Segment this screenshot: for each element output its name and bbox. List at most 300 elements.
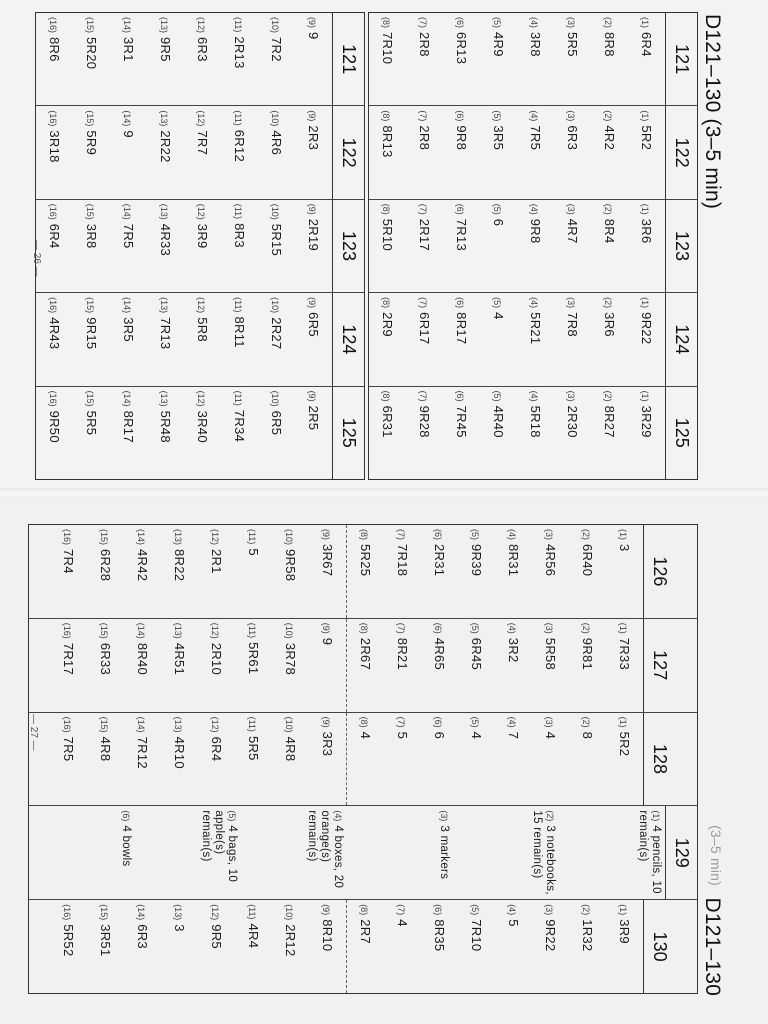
- answer-item: [369, 13, 406, 105]
- answer-value: 7R2: [269, 37, 284, 62]
- page-title: D121–130 (3–5 min): [701, 14, 724, 210]
- question-number: (7): [418, 297, 428, 309]
- answer-value: 4R65: [432, 637, 448, 671]
- answer-item: [347, 713, 385, 806]
- answer-value: 5R25: [358, 544, 374, 577]
- answer-value: 8: [580, 731, 596, 740]
- answer-value: 3R18: [47, 130, 62, 163]
- question-number: (12): [210, 716, 221, 733]
- question-number: (13): [159, 17, 169, 34]
- answer-item: [628, 387, 666, 479]
- answer-value: 7R33: [617, 637, 633, 671]
- question-number: (5): [470, 529, 481, 540]
- answer-item: [51, 713, 88, 806]
- question-number: (8): [381, 390, 391, 402]
- answer-item: [554, 387, 591, 479]
- answer-item: [422, 525, 459, 618]
- answer-value: 3R9: [195, 223, 210, 249]
- answer-value: 6R31: [380, 405, 395, 438]
- answer-item: [347, 619, 385, 712]
- answer-value: 9R39: [469, 544, 485, 577]
- question-number: (15): [85, 390, 95, 407]
- answer-value: 6R4: [47, 223, 62, 249]
- question-number: (5): [470, 716, 481, 728]
- question-number: (3): [439, 810, 449, 822]
- answer-item: [51, 619, 88, 712]
- answer-value: 8R17: [454, 312, 469, 345]
- answer-item: [73, 293, 110, 385]
- answer-item: [480, 200, 517, 292]
- question-number: (9): [307, 17, 317, 28]
- answer-item: [406, 13, 443, 105]
- question-number: (12): [196, 110, 206, 127]
- question-number: (5): [492, 110, 502, 122]
- answer-item: [533, 713, 570, 806]
- group-header: 127: [644, 619, 676, 712]
- answer-value: 3R9: [617, 919, 633, 944]
- answer-item: [480, 13, 517, 105]
- question-number: (8): [381, 17, 391, 28]
- answer-value: 5R20: [84, 37, 99, 70]
- question-number: (10): [270, 203, 280, 220]
- answer-value: 3 notebooks, 15 remain(s): [531, 810, 556, 895]
- question-number: (6): [433, 904, 444, 916]
- answer-item: [310, 619, 348, 712]
- question-number: (4): [507, 904, 518, 916]
- question-number: (9): [307, 390, 317, 402]
- answer-value: 9R8: [454, 125, 469, 151]
- question-number: (6): [455, 110, 465, 122]
- question-number: (1): [640, 17, 650, 28]
- answer-value: 3: [172, 924, 188, 932]
- answer-item: [147, 387, 184, 479]
- answer-value: 4: [491, 312, 506, 320]
- answer-item: [162, 619, 199, 712]
- answer-value: 3R51: [98, 924, 114, 957]
- question-number: (13): [159, 390, 169, 407]
- question-number: (16): [48, 110, 58, 127]
- answer-page-27: [0, 498, 768, 1024]
- group-header: 128: [644, 713, 676, 806]
- group-header: 130: [644, 900, 676, 993]
- answer-value: 7R5: [528, 125, 543, 151]
- answer-item: [496, 525, 533, 618]
- answer-item: [607, 900, 645, 993]
- answer-value: 4R8: [283, 736, 299, 762]
- answer-item: [517, 106, 554, 198]
- question-number: (3): [566, 297, 576, 309]
- answer-value: 2R27: [269, 317, 284, 350]
- page-number: — 27 —: [28, 714, 39, 751]
- answer-item: [125, 525, 162, 618]
- page-title-right: D121–130: [701, 897, 724, 996]
- answer-item: [347, 525, 385, 618]
- page-number: — 26 —: [31, 240, 42, 277]
- answer-page-26: [0, 0, 768, 492]
- answer-group-129: [29, 806, 698, 900]
- question-number: (2): [581, 622, 592, 634]
- question-number: (8): [359, 904, 370, 916]
- question-number: (10): [270, 390, 280, 407]
- question-number: (15): [85, 110, 95, 127]
- answer-item: [369, 293, 406, 385]
- answer-item: [533, 900, 570, 993]
- question-number: (14): [122, 390, 132, 407]
- answer-item: [347, 806, 453, 899]
- question-number: (11): [233, 203, 243, 220]
- answer-item: [443, 106, 480, 198]
- answer-item: [591, 293, 628, 385]
- answer-value: 9R22: [639, 312, 654, 345]
- question-number: (10): [270, 17, 280, 34]
- answer-value: 7R8: [565, 312, 580, 337]
- answer-item: [496, 900, 533, 993]
- question-number: (4): [529, 297, 539, 309]
- answer-value: 5R15: [269, 223, 284, 257]
- answer-value: 6R3: [195, 37, 210, 62]
- answer-item: [607, 619, 645, 712]
- question-number: (9): [321, 622, 332, 634]
- answer-item: [236, 900, 273, 993]
- answer-item: [443, 293, 480, 385]
- answer-value: 5: [246, 548, 262, 556]
- question-number: (11): [233, 17, 243, 33]
- answer-item: [36, 13, 73, 105]
- answer-item: [184, 200, 221, 292]
- answer-item: [88, 619, 125, 712]
- question-number: (12): [196, 390, 206, 407]
- answer-item: [628, 13, 666, 105]
- answer-item: [147, 13, 184, 105]
- question-number: (12): [210, 529, 221, 546]
- answer-value: 3R6: [602, 312, 617, 337]
- answer-item: [221, 293, 258, 385]
- answer-value: 8R4: [602, 218, 617, 244]
- question-number: (16): [48, 297, 58, 314]
- answer-item: [422, 900, 459, 993]
- answer-item: [51, 525, 88, 618]
- answer-item: [406, 293, 443, 385]
- question-number: (3): [566, 110, 576, 122]
- answer-item: [295, 293, 333, 385]
- question-number: (2): [603, 110, 613, 122]
- answer-value: 9R5: [158, 37, 173, 62]
- answer-item: [385, 525, 422, 618]
- answer-value: 4: [395, 919, 411, 927]
- question-number: (4): [529, 203, 539, 215]
- question-number: (10): [270, 110, 280, 127]
- answer-value: 2R10: [209, 642, 225, 676]
- question-number: (3): [566, 17, 576, 28]
- answer-value: 5R2: [639, 125, 654, 151]
- answer-item: [570, 525, 607, 618]
- answer-item: [459, 713, 496, 806]
- answer-item: [533, 525, 570, 618]
- answer-value: 3R5: [491, 125, 506, 151]
- answer-value: 2R17: [417, 218, 432, 252]
- answer-item: [125, 713, 162, 806]
- answer-item: [591, 106, 628, 198]
- question-number: (7): [418, 203, 428, 215]
- question-number: (15): [99, 622, 110, 639]
- answer-item: [369, 200, 406, 292]
- question-number: (5): [470, 904, 481, 916]
- answer-value: 5R2: [617, 731, 633, 757]
- answer-value: 7R13: [158, 317, 173, 350]
- answer-item: [459, 619, 496, 712]
- answer-item: [295, 387, 333, 479]
- answer-value: 5R21: [528, 312, 543, 345]
- question-number: (9): [321, 529, 332, 540]
- answer-value: 8R27: [602, 405, 617, 438]
- question-number: (11): [247, 622, 258, 639]
- answer-value: 7R10: [469, 919, 485, 952]
- answer-value: 4R51: [172, 642, 188, 676]
- answer-item: [29, 806, 135, 899]
- answer-value: 3: [617, 544, 633, 552]
- answer-value: 6R45: [469, 637, 485, 671]
- answer-item: [517, 293, 554, 385]
- question-number: (2): [581, 529, 592, 540]
- answer-item: [88, 900, 125, 993]
- answer-item: [347, 900, 385, 993]
- answer-item: [310, 525, 348, 618]
- answer-item: [199, 713, 236, 806]
- question-number: (6): [455, 297, 465, 309]
- answer-item: [559, 806, 666, 899]
- question-number: (11): [233, 297, 243, 313]
- answer-value: 4R6: [269, 130, 284, 156]
- question-number: (8): [381, 203, 391, 215]
- answer-value: 7R45: [454, 405, 469, 438]
- question-number: (16): [62, 904, 73, 921]
- answer-value: 7R5: [61, 736, 77, 762]
- answer-item: [607, 713, 645, 806]
- answer-item: [295, 13, 333, 105]
- question-number: (13): [173, 622, 184, 639]
- question-number: (6): [455, 390, 465, 402]
- question-number: (1): [618, 716, 629, 728]
- answer-value: 3R40: [195, 410, 210, 443]
- question-number: (13): [173, 716, 184, 733]
- answer-value: 8R22: [172, 549, 188, 582]
- answer-value: 2R8: [417, 32, 432, 57]
- question-number: (12): [210, 622, 221, 639]
- answer-item: [162, 525, 199, 618]
- answer-value: 5R9: [84, 130, 99, 156]
- answer-group-121: [36, 13, 365, 106]
- answer-value: 4R43: [47, 317, 62, 350]
- answer-item: [184, 387, 221, 479]
- answer-value: 7R12: [135, 736, 151, 769]
- question-number: (16): [62, 622, 73, 639]
- question-number: (14): [122, 110, 132, 127]
- question-number: (1): [640, 297, 650, 309]
- answer-item: [480, 293, 517, 385]
- question-number: (2): [603, 203, 613, 215]
- answer-value: 2R30: [565, 405, 580, 438]
- question-number: (7): [396, 716, 407, 728]
- answer-value: 9R5: [209, 924, 225, 949]
- answer-item: [236, 525, 273, 618]
- answer-value: 7R18: [395, 544, 411, 577]
- answer-value: 4R56: [543, 544, 559, 577]
- answer-group-121: [369, 13, 698, 106]
- answer-value: 2R12: [283, 924, 299, 957]
- answer-item: [125, 619, 162, 712]
- question-number: (5): [492, 297, 502, 309]
- answer-item: [110, 387, 147, 479]
- question-number: (13): [159, 297, 169, 314]
- answer-value: 9R8: [528, 218, 543, 244]
- answer-item: [73, 200, 110, 292]
- question-number: (13): [173, 904, 184, 921]
- answer-group-122: [369, 106, 698, 199]
- answer-value: 8R11: [232, 316, 247, 348]
- answer-value: 6R3: [135, 924, 151, 949]
- answer-item: [110, 13, 147, 105]
- answer-value: 5R10: [380, 218, 395, 252]
- question-number: (14): [122, 297, 132, 314]
- answer-value: 5: [506, 919, 522, 927]
- answer-item: [459, 900, 496, 993]
- answer-value: 1R32: [580, 919, 596, 952]
- answer-group-125: [369, 386, 698, 479]
- group-header: 123: [666, 200, 698, 292]
- question-number: (13): [159, 203, 169, 220]
- question-number: (3): [566, 390, 576, 402]
- answer-item: [443, 387, 480, 479]
- question-number: (9): [307, 203, 317, 215]
- question-number: (7): [396, 622, 407, 634]
- question-number: (13): [159, 110, 169, 127]
- question-number: (8): [359, 529, 370, 540]
- answer-item: [422, 619, 459, 712]
- answer-value: 5R48: [158, 410, 173, 443]
- answer-value: 2R9: [380, 312, 395, 337]
- answer-item: [73, 13, 110, 105]
- answer-value: 3R78: [283, 642, 299, 676]
- answer-item: [110, 293, 147, 385]
- answer-item: [273, 619, 310, 712]
- answer-value: 3R29: [639, 405, 654, 438]
- answer-value: 4 bags, 10 apple(s) remain(s): [200, 810, 238, 883]
- answer-value: 7R10: [380, 32, 395, 65]
- answer-item: [36, 106, 73, 198]
- answer-value: 2R22: [158, 130, 173, 163]
- answer-value: 8R31: [506, 544, 522, 577]
- answer-group-128: [29, 712, 698, 806]
- question-number: (15): [85, 17, 95, 34]
- answer-value: 9R22: [543, 919, 559, 952]
- question-number: (16): [62, 529, 73, 546]
- answer-value: 9: [121, 130, 136, 138]
- answer-value: 7R34: [232, 409, 247, 443]
- answer-value: 8R10: [320, 919, 336, 952]
- answer-item: [496, 619, 533, 712]
- question-number: (10): [284, 622, 295, 639]
- question-number: (11): [233, 390, 243, 406]
- answer-value: 9R15: [84, 317, 99, 350]
- answer-value: 6R5: [269, 410, 284, 436]
- answer-item: [147, 293, 184, 385]
- question-number: (14): [136, 622, 147, 639]
- question-number: (10): [270, 297, 280, 314]
- answer-value: 2R5: [306, 405, 321, 431]
- group-header: 125: [666, 387, 698, 479]
- question-number: (6): [455, 203, 465, 215]
- answer-value: 2R31: [432, 544, 448, 577]
- answer-value: 3R8: [84, 223, 99, 249]
- answer-value: 5R8: [195, 317, 210, 342]
- answer-item: [162, 713, 199, 806]
- answer-value: 8R21: [395, 637, 411, 671]
- answer-value: 4: [469, 731, 485, 740]
- question-number: (4): [507, 529, 518, 540]
- answer-value: 4R2: [602, 125, 617, 151]
- answer-value: 2R7: [358, 919, 374, 944]
- answer-item: [628, 200, 666, 292]
- answer-item: [273, 713, 310, 806]
- question-number: (2): [603, 297, 613, 309]
- answer-item: [406, 387, 443, 479]
- answer-item: [199, 900, 236, 993]
- question-number: (3): [544, 716, 555, 728]
- answer-item: [554, 13, 591, 105]
- group-header: 122: [666, 106, 698, 198]
- answer-item: [199, 525, 236, 618]
- answer-value: 6: [491, 218, 506, 227]
- question-number: (4): [529, 390, 539, 402]
- question-number: (15): [85, 203, 95, 220]
- answer-value: 6R4: [209, 736, 225, 762]
- question-number: (1): [640, 390, 650, 402]
- question-number: (14): [136, 904, 147, 921]
- group-header: 124: [333, 293, 365, 385]
- question-number: (12): [196, 297, 206, 314]
- group-header: 122: [333, 106, 365, 198]
- answer-value: 6R28: [98, 549, 114, 582]
- answer-value: 6R5: [306, 312, 321, 337]
- answer-value: 5R58: [543, 637, 559, 671]
- question-number: (7): [418, 390, 428, 402]
- question-number: (1): [618, 904, 629, 916]
- question-number: (13): [173, 529, 184, 546]
- answer-value: 4: [543, 731, 559, 740]
- question-number: (8): [359, 716, 370, 728]
- answer-value: 9R81: [580, 637, 596, 671]
- answer-value: 6R4: [639, 32, 654, 57]
- answer-item: [221, 106, 258, 198]
- answer-value: 4R9: [491, 32, 506, 57]
- answer-item: [273, 900, 310, 993]
- question-number: (8): [381, 110, 391, 122]
- answer-group-122: [36, 106, 365, 199]
- answer-value: 9: [320, 637, 336, 646]
- answer-value: 8R13: [380, 125, 395, 158]
- question-number: (12): [196, 203, 206, 220]
- answer-value: 2R1: [209, 549, 225, 574]
- answer-item: [258, 106, 295, 198]
- answer-value: 7R4: [61, 549, 77, 574]
- question-number: (11): [247, 716, 258, 732]
- answer-group-127: [29, 618, 698, 712]
- question-number: (11): [247, 904, 258, 920]
- question-number: (11): [233, 110, 243, 126]
- answer-item: [273, 525, 310, 618]
- answer-item: [422, 713, 459, 806]
- question-number: (2): [581, 904, 592, 916]
